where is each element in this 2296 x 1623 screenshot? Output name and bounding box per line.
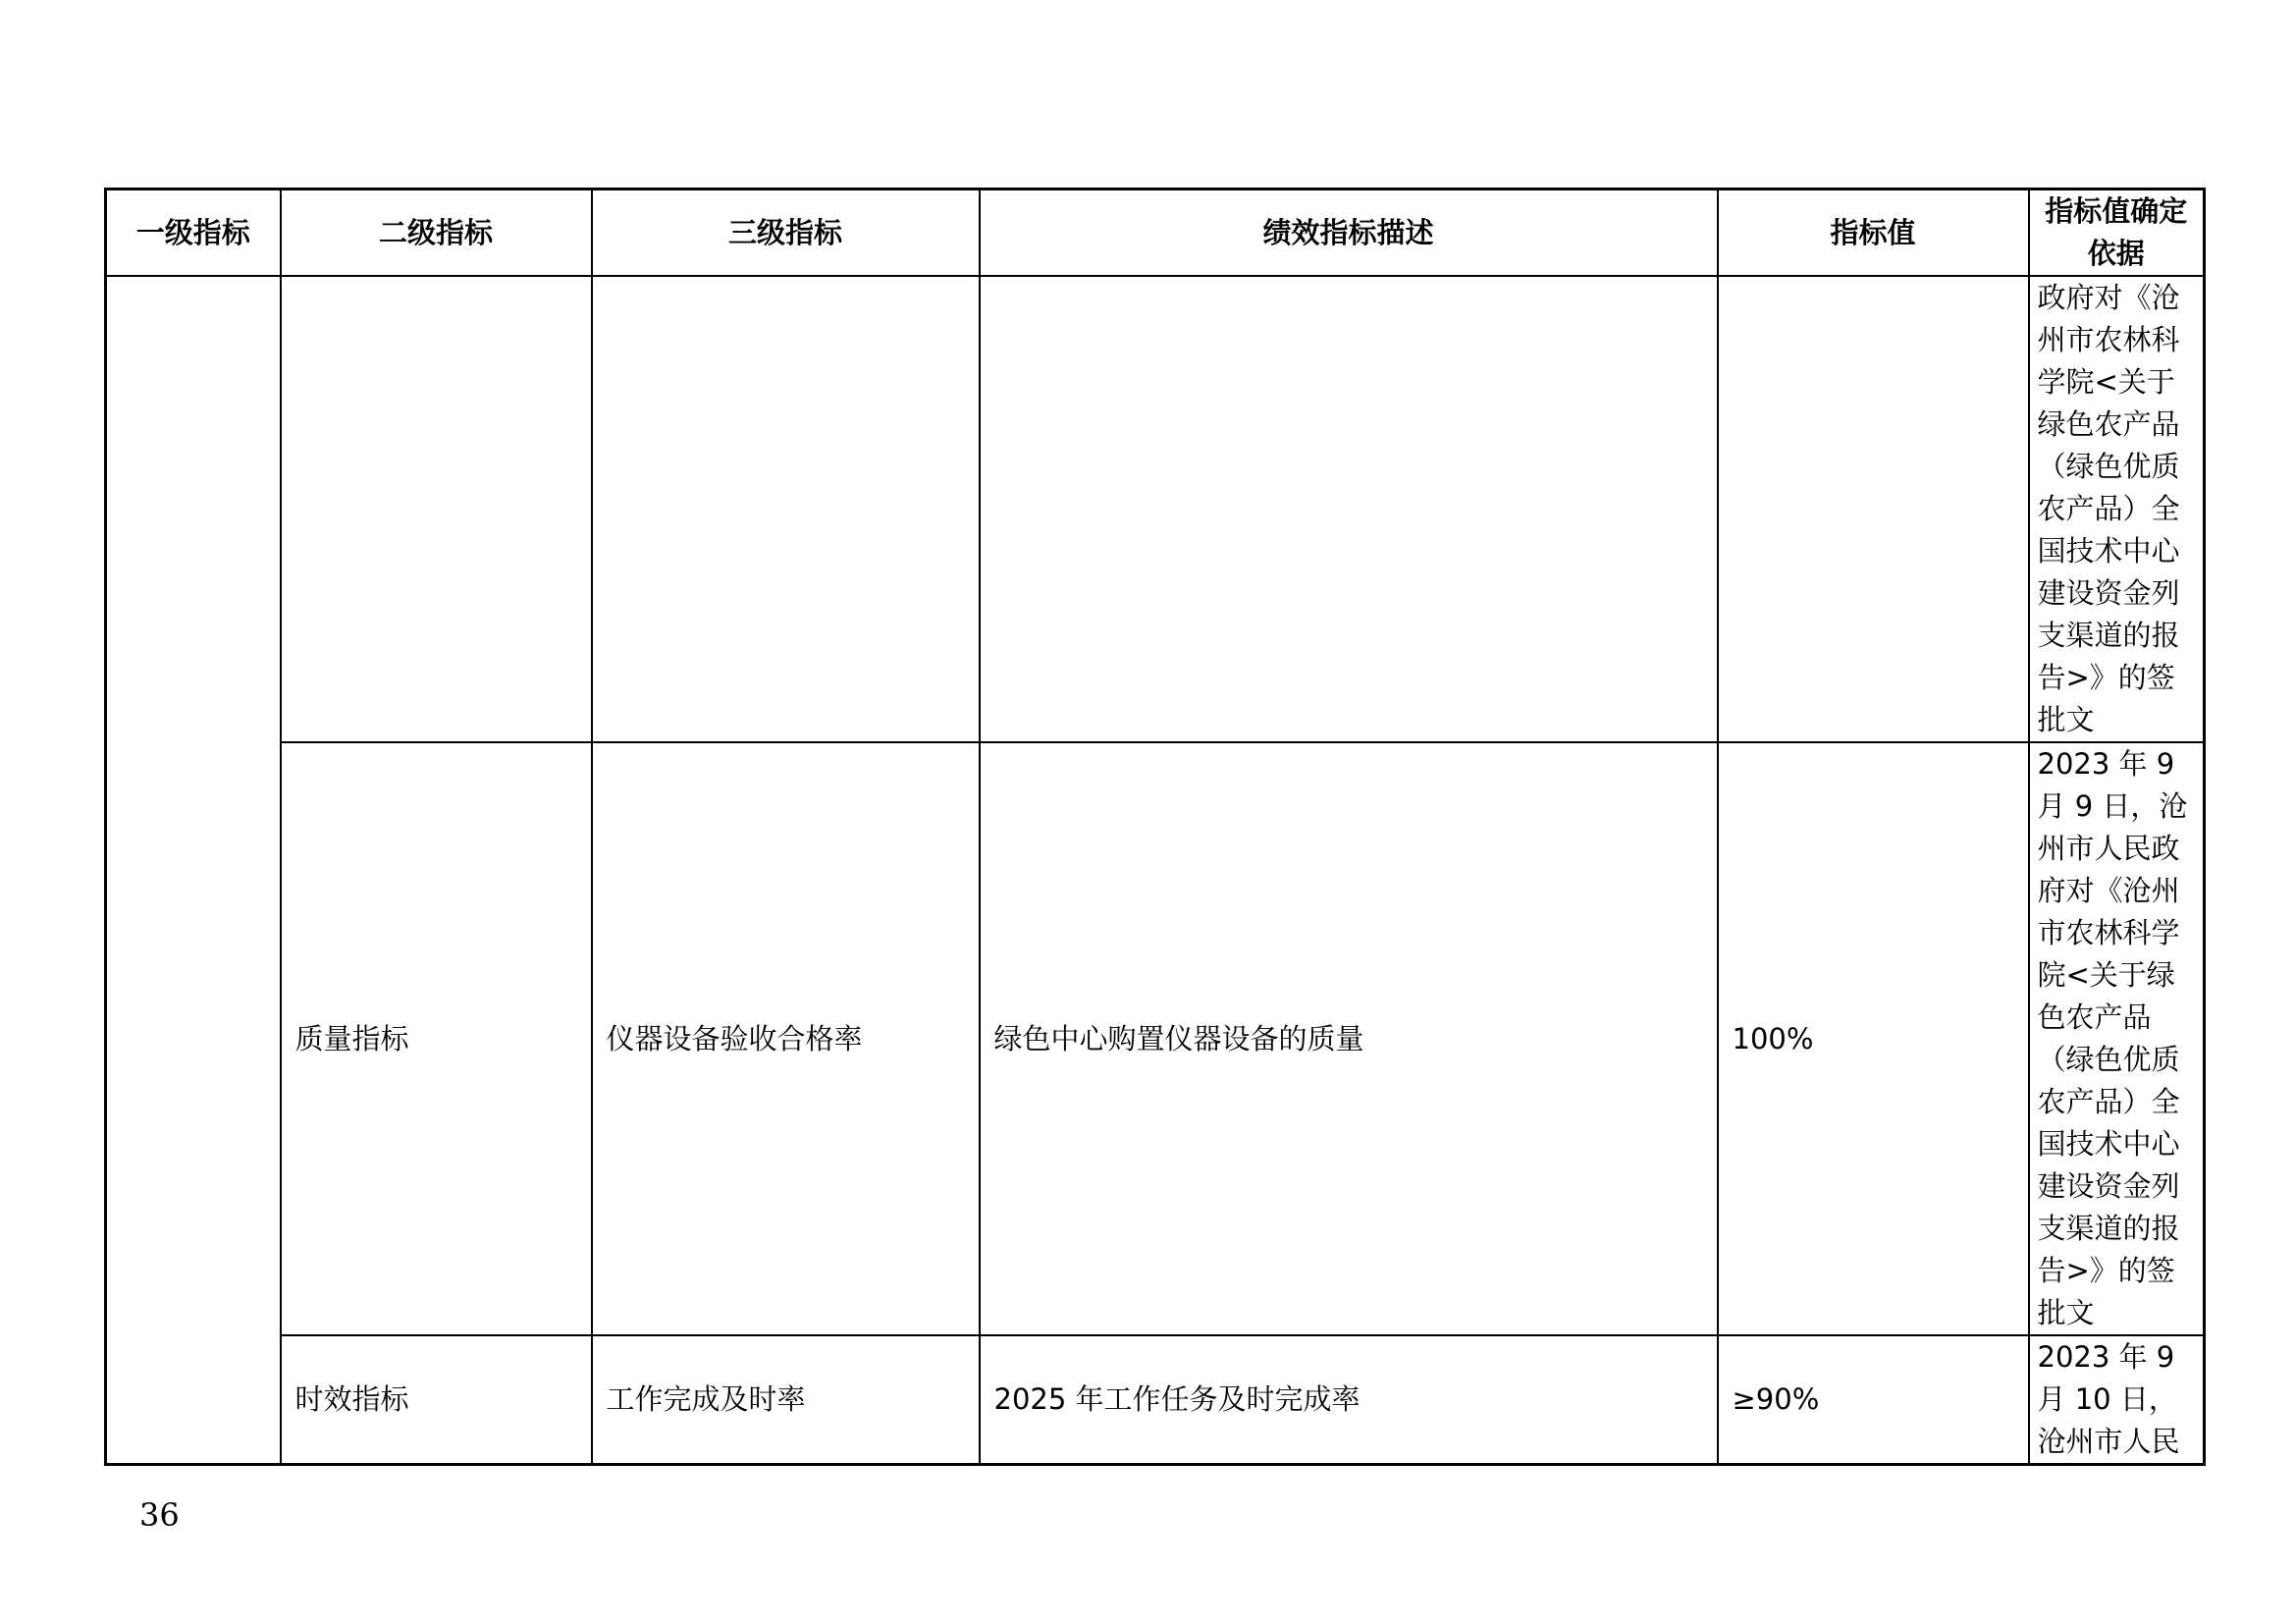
cell-value: 100%	[1718, 742, 2029, 1335]
table-row	[106, 1335, 2205, 1465]
cell-description	[980, 276, 1718, 742]
header-description: 绩效指标描述	[980, 189, 1718, 277]
cell-level3	[592, 276, 980, 742]
header-value: 指标值	[1718, 189, 2029, 277]
cell-basis: 2023 年 9 月 9 日，沧州市人民政府对《沧州市农林科学院<关于绿色农产品（绿色优质农产品）全国技术中心建设资金列支渠道的报告>》的签批文	[2029, 742, 2205, 1335]
cell-level3: 工作完成及时率	[592, 1335, 980, 1465]
header-level1: 一级指标	[106, 189, 281, 277]
cell-description: 绿色中心购置仪器设备的质量	[980, 742, 1718, 1335]
cell-basis: 政府对《沧州市农林科学院<关于绿色农产品（绿色优质农产品）全国技术中心建设资金列支渠道的报告>》的签批文	[2029, 276, 2205, 742]
cell-level1	[106, 276, 281, 1465]
cell-level2: 时效指标	[281, 1335, 592, 1465]
table-header-row	[106, 189, 2205, 277]
performance-indicator-table	[104, 188, 2206, 1466]
cell-level3: 仪器设备验收合格率	[592, 742, 980, 1335]
cell-description: 2025 年工作任务及时完成率	[980, 1335, 1718, 1465]
table-row	[106, 276, 2205, 742]
header-level3: 三级指标	[592, 189, 980, 277]
table-row	[106, 742, 2205, 1335]
cell-value: ≥90%	[1718, 1335, 2029, 1465]
page-number: 36	[139, 1496, 180, 1534]
cell-basis: 2023 年 9 月 10 日，沧州市人民	[2029, 1335, 2205, 1465]
cell-level2	[281, 276, 592, 742]
cell-value	[1718, 276, 2029, 742]
header-basis: 指标值确定依据	[2029, 189, 2205, 277]
header-level2: 二级指标	[281, 189, 592, 277]
cell-level2: 质量指标	[281, 742, 592, 1335]
